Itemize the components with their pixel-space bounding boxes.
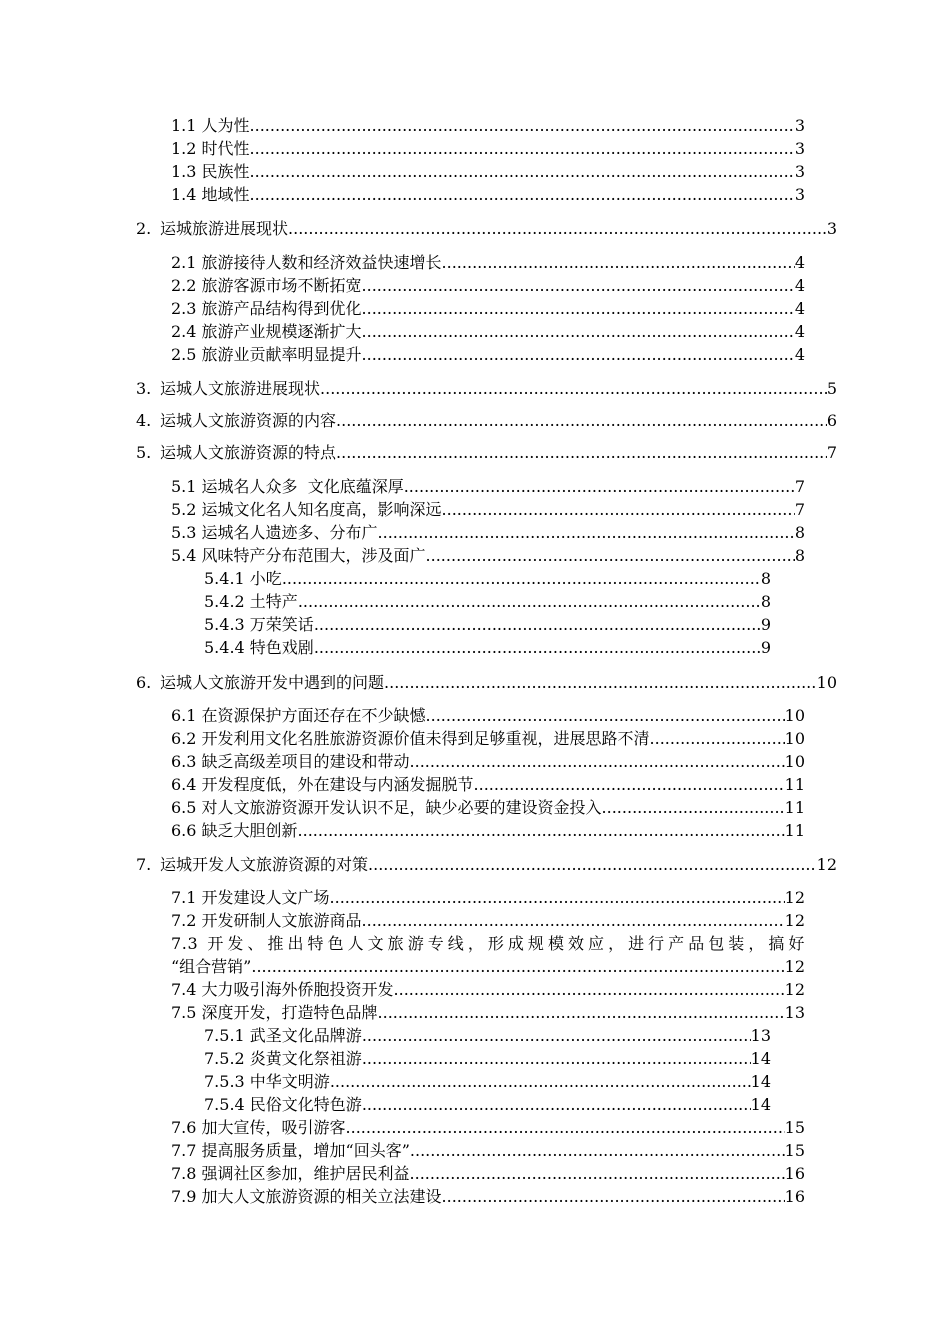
- toc-chapter[interactable]: [136, 410, 837, 432]
- toc-chapter-page: 7: [826, 443, 837, 462]
- toc-entry-title: 6.3 缺乏高级差项目的建设和带动: [171, 752, 410, 771]
- toc-entry-page: 4: [794, 345, 805, 364]
- toc-entry-page: 11: [784, 798, 805, 817]
- toc-entry[interactable]: [171, 1163, 805, 1185]
- toc-subentry-page: 9: [760, 638, 771, 657]
- toc-entry[interactable]: [171, 545, 805, 567]
- toc-chapter[interactable]: [136, 854, 837, 876]
- toc-entry-page: 4: [794, 322, 805, 341]
- toc-entry-page: 15: [784, 1141, 805, 1160]
- toc-leader-dots: [314, 637, 761, 659]
- toc-entry[interactable]: [171, 979, 805, 1001]
- toc-leader-dots: [288, 218, 827, 240]
- toc-entry-title: 7.9 加大人文旅游资源的相关立法建设: [171, 1187, 442, 1206]
- toc-entry-title: 6.1 在资源保护方面还存在不少缺憾: [171, 706, 426, 725]
- toc-entry-page: 8: [794, 523, 805, 542]
- toc-subentry-page: 13: [750, 1026, 771, 1045]
- toc-chapter[interactable]: [136, 218, 837, 240]
- toc-chapter[interactable]: [136, 442, 837, 464]
- toc-leader-dots: [298, 591, 761, 613]
- toc-entry-page: 10: [784, 706, 805, 725]
- toc-entry-page: 12: [784, 957, 805, 976]
- toc-entry-title: 1.4 地域性: [171, 185, 250, 204]
- toc-subentry-page: 9: [760, 615, 771, 634]
- toc-leader-dots: [442, 252, 795, 274]
- toc-leader-dots: [362, 344, 795, 366]
- toc-entry[interactable]: [171, 956, 805, 978]
- toc-entry-page: 13: [784, 1003, 805, 1022]
- toc-entry-page: 10: [784, 752, 805, 771]
- toc-entry[interactable]: [171, 705, 805, 727]
- toc-entry[interactable]: [171, 887, 805, 909]
- toc-subentry-title: 7.5.3 中华文明游: [204, 1072, 330, 1091]
- toc-entry-title: 5.3 运城名人遗迹多、分布广: [171, 523, 378, 542]
- toc-entry-title: 7.6 加大宣传，吸引游客: [171, 1118, 346, 1137]
- toc-leader-dots: [362, 298, 795, 320]
- toc-leader-dots: [362, 910, 785, 932]
- toc-chapter-page: 12: [816, 855, 837, 874]
- toc-entry[interactable]: [171, 138, 805, 160]
- toc-chapter-page: 5: [826, 379, 837, 398]
- toc-entry[interactable]: [171, 161, 805, 183]
- toc-leader-dots: [314, 614, 761, 636]
- toc-entry-page: 7: [794, 477, 805, 496]
- toc-subentry[interactable]: [204, 568, 771, 590]
- toc-entry-title: 6.6 缺乏大胆创新: [171, 821, 298, 840]
- toc-entry[interactable]: [171, 1186, 805, 1208]
- toc-leader-dots: [378, 522, 795, 544]
- toc-chapter-number: 4.: [136, 411, 152, 430]
- toc-entry-page: 3: [794, 116, 805, 135]
- toc-leader-dots: [251, 956, 784, 978]
- toc-entry-page: 11: [784, 775, 805, 794]
- toc-chapter-page: 10: [816, 673, 837, 692]
- toc-entry-title: 7.7 提高服务质量，增加“回头客”: [171, 1141, 410, 1160]
- toc-leader-dots: [368, 854, 817, 876]
- toc-leader-dots: [442, 1186, 785, 1208]
- toc-entry-page: 4: [794, 299, 805, 318]
- toc-entry[interactable]: [171, 1140, 805, 1162]
- toc-entry-title: 2.5 旅游业贡献率明显提升: [171, 345, 362, 364]
- toc-entry-title: 5.4 风味特产分布范围大，涉及面广: [171, 546, 426, 565]
- toc-entry[interactable]: [171, 344, 805, 366]
- toc-subentry[interactable]: [204, 637, 771, 659]
- toc-leader-dots: [330, 887, 785, 909]
- toc-subentry[interactable]: [204, 614, 771, 636]
- toc-entry-page: 4: [794, 253, 805, 272]
- toc-entry[interactable]: [171, 1117, 805, 1139]
- toc-entry[interactable]: [171, 522, 805, 544]
- toc-leader-dots: [346, 1117, 785, 1139]
- toc-leader-dots: [250, 161, 795, 183]
- toc-leader-dots: [410, 1140, 785, 1162]
- toc-entry[interactable]: [171, 1002, 805, 1024]
- toc-entry[interactable]: [171, 321, 805, 343]
- toc-leader-dots: [410, 1163, 785, 1185]
- toc-entry-page: 16: [784, 1187, 805, 1206]
- toc-entry-title: 7.5 深度开发，打造特色品牌: [171, 1003, 378, 1022]
- toc-subentry[interactable]: [204, 1025, 771, 1047]
- toc-subentry[interactable]: [204, 1094, 771, 1116]
- toc-entry-page: 10: [784, 729, 805, 748]
- toc-entry-title: 5.1 运城名人众多 文化底蕴深厚: [171, 477, 404, 496]
- toc-entry[interactable]: [171, 820, 805, 842]
- toc-subentry-page: 14: [750, 1095, 771, 1114]
- toc-entry-page: 4: [794, 276, 805, 295]
- toc-leader-dots: [650, 728, 785, 750]
- toc-entry[interactable]: [171, 499, 805, 521]
- toc-leader-dots: [362, 321, 795, 343]
- toc-chapter-title: 运城旅游进展现状: [160, 219, 289, 238]
- toc-entry[interactable]: [171, 115, 805, 137]
- toc-entry-title: 6.2 开发利用文化名胜旅游资源价值未得到足够重视，进展思路不清: [171, 729, 650, 748]
- toc-entry-page: 15: [784, 1118, 805, 1137]
- toc-subentry-title: 7.5.2 炎黄文化祭祖游: [204, 1049, 362, 1068]
- toc-entry-page: 3: [794, 139, 805, 158]
- toc-subentry[interactable]: [204, 591, 771, 613]
- toc-subentry-page: 8: [760, 592, 771, 611]
- toc-chapter-title: 运城开发人文旅游资源的对策: [160, 855, 369, 874]
- toc-leader-dots: [442, 499, 795, 521]
- toc-subentry-page: 14: [750, 1072, 771, 1091]
- toc-entry-title: 1.3 民族性: [171, 162, 250, 181]
- toc-entry-title: 6.5 对人文旅游资源开发认识不足，缺少必要的建设资金投入: [171, 798, 602, 817]
- toc-leader-dots: [282, 568, 761, 590]
- toc-chapter-title: 运城人文旅游进展现状: [160, 379, 321, 398]
- toc-leader-dots: [336, 442, 827, 464]
- toc-entry-title: 7.2 开发研制人文旅游商品: [171, 911, 362, 930]
- toc-chapter[interactable]: [136, 378, 837, 400]
- toc-entry[interactable]: [171, 910, 805, 932]
- toc-entry-title: 2.2 旅游客源市场不断拓宽: [171, 276, 362, 295]
- toc-subentry-title: 5.4.4 特色戏剧: [204, 638, 314, 657]
- toc-leader-dots: [474, 774, 785, 796]
- toc-entry[interactable]: [171, 298, 805, 320]
- toc-entry-page: 3: [794, 185, 805, 204]
- toc-chapter-page: 6: [826, 411, 837, 430]
- toc-entry[interactable]: [171, 751, 805, 773]
- toc-subentry-title: 5.4.2 土特产: [204, 592, 298, 611]
- toc-entry-page: 8: [794, 546, 805, 565]
- toc-leader-dots: [426, 545, 795, 567]
- toc-chapter-number: 6.: [136, 673, 152, 692]
- toc-leader-dots: [404, 476, 795, 498]
- toc-entry[interactable]: [171, 728, 805, 750]
- toc-entry[interactable]: [171, 476, 805, 498]
- toc-leader-dots: [320, 378, 827, 400]
- toc-entry-page: 11: [784, 821, 805, 840]
- toc-entry-title: 2.4 旅游产业规模逐渐扩大: [171, 322, 362, 341]
- toc-entry[interactable]: [171, 275, 805, 297]
- toc-subentry-page: 14: [750, 1049, 771, 1068]
- toc-subentry-title: 5.4.1 小吃: [204, 569, 282, 588]
- toc-entry-page: 16: [784, 1164, 805, 1183]
- toc-entry-title: 7.3 开发、推出特色人文旅游专线，形成规模效应，进行产品包装，搞好: [171, 934, 805, 953]
- toc-subentry-title: 5.4.3 万荣笑话: [204, 615, 314, 634]
- toc-leader-dots: [250, 138, 795, 160]
- toc-entry-title: 2.3 旅游产品结构得到优化: [171, 299, 362, 318]
- toc-entry-title: “组合营销”: [171, 957, 252, 976]
- toc-leader-dots: [336, 410, 827, 432]
- toc-entry[interactable]: [171, 797, 805, 819]
- toc-chapter[interactable]: [136, 672, 837, 694]
- toc-chapter-title: 运城人文旅游开发中遇到的问题: [160, 673, 385, 692]
- toc-leader-dots: [410, 751, 785, 773]
- toc-leader-dots: [394, 979, 785, 1001]
- toc-entry-title: 7.8 强调社区参加，维护居民利益: [171, 1164, 410, 1183]
- toc-chapter-number: 7.: [136, 855, 152, 874]
- toc-entry-page: 3: [794, 162, 805, 181]
- toc-chapter-title: 运城人文旅游资源的内容: [160, 411, 337, 430]
- toc-leader-dots: [298, 820, 785, 842]
- toc-leader-dots: [362, 1094, 751, 1116]
- toc-chapter-page: 3: [826, 219, 837, 238]
- toc-entry-title: 5.2 运城文化名人知名度高，影响深远: [171, 500, 442, 519]
- toc-entry-title: 1.2 时代性: [171, 139, 250, 158]
- toc-entry-title: 7.4 大力吸引海外侨胞投资开发: [171, 980, 394, 999]
- toc-subentry[interactable]: [204, 1048, 771, 1070]
- toc-leader-dots: [250, 115, 795, 137]
- toc-leader-dots: [378, 1002, 785, 1024]
- toc-chapter-number: 5.: [136, 443, 152, 462]
- toc-chapter-number: 3.: [136, 379, 152, 398]
- toc-entry-wrapped-first-line[interactable]: [171, 933, 805, 955]
- toc-leader-dots: [602, 797, 785, 819]
- toc-entry-page: 12: [784, 911, 805, 930]
- toc-subentry-title: 7.5.4 民俗文化特色游: [204, 1095, 362, 1114]
- toc-entry-title: 1.1 人为性: [171, 116, 250, 135]
- toc-leader-dots: [250, 184, 795, 206]
- toc-leader-dots: [362, 275, 795, 297]
- toc-entry-title: 2.1 旅游接待人数和经济效益快速增长: [171, 253, 442, 272]
- toc-entry-page: 12: [784, 888, 805, 907]
- toc-chapter-title: 运城人文旅游资源的特点: [160, 443, 337, 462]
- toc-entry[interactable]: [171, 774, 805, 796]
- toc-chapter-number: 2.: [136, 219, 152, 238]
- toc-entry-page: 7: [794, 500, 805, 519]
- toc-subentry-title: 7.5.1 武圣文化品牌游: [204, 1026, 362, 1045]
- toc-leader-dots: [426, 705, 785, 727]
- toc-entry-title: 7.1 开发建设人文广场: [171, 888, 330, 907]
- toc-leader-dots: [384, 672, 817, 694]
- toc-entry-page: 12: [784, 980, 805, 999]
- toc-leader-dots: [330, 1071, 751, 1093]
- toc-subentry[interactable]: [204, 1071, 771, 1093]
- toc-entry[interactable]: [171, 184, 805, 206]
- toc-leader-dots: [362, 1048, 751, 1070]
- toc-leader-dots: [362, 1025, 751, 1047]
- toc-entry-title: 6.4 开发程度低，外在建设与内涵发掘脱节: [171, 775, 474, 794]
- toc-subentry-page: 8: [760, 569, 771, 588]
- toc-entry[interactable]: [171, 252, 805, 274]
